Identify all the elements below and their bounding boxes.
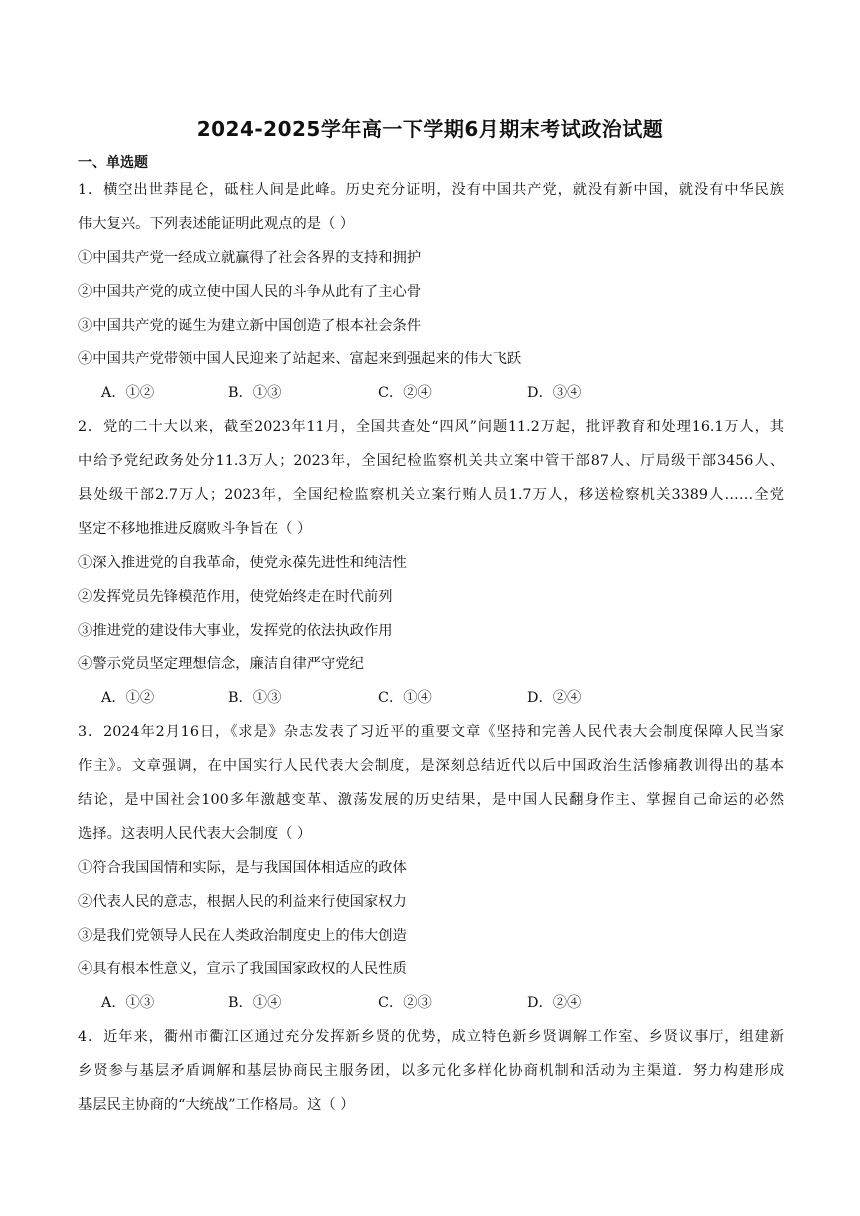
option-a[interactable]: A．①② (101, 690, 155, 707)
question-stem-line: 结论，是中国社会100多年激越变革、激荡发展的历史结果，是中国人民翻身作主、掌握自己命运的必然 (78, 792, 784, 809)
statement-item: ③中国共产党的诞生为建立新中国创造了根本社会条件 (78, 317, 422, 334)
statement-item: ③是我们党领导人民在人类政治制度史上的伟大创造 (78, 927, 407, 944)
question-stem-line: 乡贤参与基层矛盾调解和基层协商民主服务团，以多元化多样化协商机制和活动为主渠道．努力构建形成 (78, 1063, 784, 1080)
option-d[interactable]: D．②④ (527, 690, 582, 707)
statement-item: ④中国共产党带领中国人民迎来了站起来、富起来到强起来的伟大飞跃 (78, 351, 522, 368)
option-c[interactable]: C．①④ (378, 690, 432, 707)
question-stem-line: 基层民主协商的“大统战”工作格局。这（ ） (78, 1097, 355, 1114)
answer-options (78, 987, 784, 1021)
statement-item: ①中国共产党一经成立就赢得了社会各界的支持和拥护 (78, 249, 422, 266)
question-stem-line: 坚定不移地推进反腐败斗争旨在（ ） (78, 520, 312, 537)
answer-options (78, 682, 784, 716)
question-stem-line: 县处级干部2.7万人；2023年，全国纪检监察机关立案行贿人员1.7万人，移送检察机关3389人……全党 (78, 487, 784, 504)
question-stem-line: 伟大复兴。下列表述能证明此观点的是（ ） (78, 215, 355, 232)
answer-options (78, 377, 784, 411)
statement-item: ④具有根本性意义，宣示了我国国家政权的人民性质 (78, 961, 407, 978)
option-a[interactable]: A．①③ (101, 995, 155, 1012)
option-b[interactable]: B．①③ (228, 690, 282, 707)
option-a[interactable]: A．①② (101, 385, 155, 402)
option-b[interactable]: B．①④ (228, 995, 282, 1012)
statement-item: ④警示党员坚定理想信念，廉洁自律严守党纪 (78, 656, 364, 673)
question-4 (78, 1021, 784, 1123)
statement-item: ②代表人民的意志，根据人民的利益来行使国家权力 (78, 893, 407, 910)
page-title: 2024-2025学年高一下学期6月期末考试政治试题 (196, 117, 664, 141)
question-1 (78, 174, 784, 411)
question-list (78, 174, 784, 1123)
statement-item: ③推进党的建设伟大事业，发挥党的依法执政作用 (78, 622, 393, 639)
question-2 (78, 411, 784, 716)
statement-item: ①深入推进党的自我革命，使党永葆先进性和纯洁性 (78, 554, 407, 571)
question-3 (78, 716, 784, 1021)
option-c[interactable]: C．②④ (378, 385, 432, 402)
option-d[interactable]: D．②④ (527, 995, 582, 1012)
question-stem-line: 4．近年来，衢州市衢江区通过充分发挥新乡贤的优势，成立特色新乡贤调解工作室、乡贤议事厅，组建新 (78, 1029, 784, 1046)
option-d[interactable]: D．③④ (527, 385, 582, 402)
option-c[interactable]: C．②③ (378, 995, 432, 1012)
question-stem-line: 作主》。文章强调，在中国实行人民代表大会制度，是深刻总结近代以后中国政治生活惨痛教训得出的基本 (78, 758, 784, 775)
question-stem-line: 3．2024年2月16日，《求是》杂志发表了习近平的重要文章《坚持和完善人民代表大会制度保障人民当家 (78, 724, 784, 741)
section-heading: 一、单选题 (78, 155, 148, 171)
statement-item: ②中国共产党的成立使中国人民的斗争从此有了主心骨 (78, 283, 422, 300)
question-stem-line: 1．横空出世莽昆仑，砥柱人间是此峰。历史充分证明，没有中国共产党，就没有新中国，就没有中华民族 (78, 182, 784, 198)
question-stem-line: 2．党的二十大以来，截至2023年11月，全国共查处“四风”问题11.2万起，批评教育和处理16.1万人，其 (78, 419, 784, 436)
statement-item: ②发挥党员先锋模范作用，使党始终走在时代前列 (78, 588, 393, 605)
option-b[interactable]: B．①③ (228, 385, 282, 402)
question-stem-line: 中给予党纪政务处分11.3万人；2023年，全国纪检监察机关共立案中管干部87人、厅局级干部3456人、 (78, 453, 784, 470)
question-stem-line: 选择。这表明人民代表大会制度（ ） (78, 825, 312, 842)
statement-item: ①符合我国国情和实际，是与我国国体相适应的政体 (78, 859, 407, 876)
